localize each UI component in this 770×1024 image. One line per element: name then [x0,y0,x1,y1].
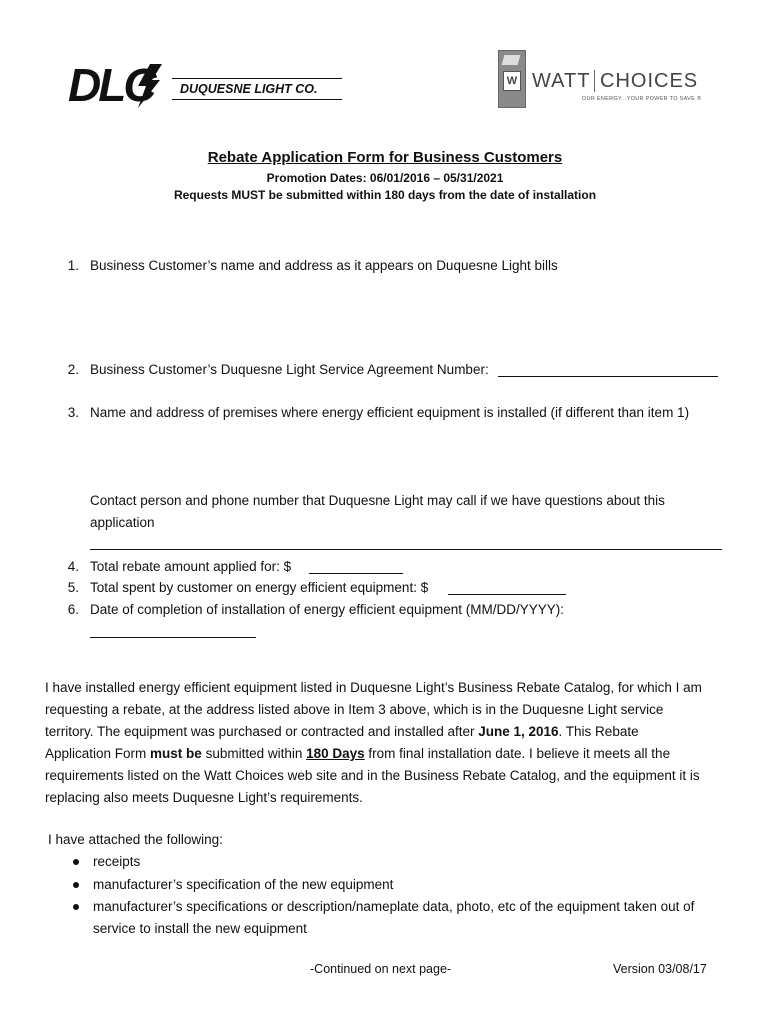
watt-badge-letter: W [503,71,521,91]
item6-label: Date of completion of installation of energy efficient equipment (MM/DD/YYYY): [90,602,564,617]
contact-label: Contact person and phone number that Duquesne Light may call if we have questions about this [90,493,665,508]
deadline-days: 180 Days [306,746,365,761]
completion-date-field[interactable] [90,637,256,638]
bullet-icon [73,904,79,910]
bullet-icon [73,859,79,865]
watt-word: WATT [532,70,591,92]
company-name: DUQUESNE LIGHT CO. [180,82,318,96]
attachments-heading: I have attached the following: [48,832,223,847]
promotion-dates: Promotion Dates: 06/01/2016 – 05/31/2021 [266,171,504,185]
dlc-logo-mark: DLC [68,59,154,111]
cert-line: requesting a rebate, at the address listed above in Item 3 above, which is in the Duquesne Light service [45,702,664,717]
item2-label: Business Customer’s Duquesne Light Service Agreement Number: [90,362,489,377]
must-be: must be [150,746,202,761]
version-label: Version 03/08/17 [613,962,707,976]
item-number: 6. [67,602,79,617]
total-spent-field[interactable] [448,594,566,595]
cert-text: territory. The equipment was purchased or contracted and installed after [45,724,479,739]
item-number: 2. [67,362,79,377]
cert-line: I have installed energy efficient equipment listed in Duquesne Light’s Business Rebate Catalog, for which I am [45,680,702,695]
bullet-icon [73,882,79,888]
dlc-logo [68,59,348,112]
attachment-item: receipts [93,854,141,869]
choices-word: CHOICES [600,70,699,92]
start-date: June 1, 2016 [478,724,559,739]
rebate-amount-field[interactable] [309,573,403,574]
cert-text: submitted within [201,746,307,761]
watt-choices-logo [496,46,706,108]
contact-label-cont: application [90,515,155,530]
deadline-notice: Requests MUST be submitted within 180 days from the date of installation [173,188,597,202]
attachment-item: manufacturer’s specification of the new equipment [93,877,394,892]
watt-tagline: OUR ENERGY...YOUR POWER TO SAVE ® [582,96,702,102]
item3-label: Name and address of premises where energy efficient equipment is installed (if different than item 1) [90,405,690,420]
item5-label: Total spent by customer on energy efficient equipment: $ [90,580,429,595]
cert-text: Application Form [45,746,151,761]
cert-line [45,721,735,743]
cert-line [45,743,735,765]
dlc-logo-underline-bottom [172,99,342,100]
item-number: 4. [67,559,79,574]
attachment-item-cont: service to install the new equipment [93,921,307,936]
page-title: Rebate Application Form for Business Customers [207,149,563,166]
item-number: 1. [67,258,79,273]
watt-divider [594,70,595,92]
cert-line: replacing also meets Duquesne Light’s requirements. [45,790,363,805]
contact-field[interactable] [90,549,722,550]
item4-label: Total rebate amount applied for: $ [90,559,292,574]
certification-paragraph [45,677,735,809]
cert-text: . This Rebate [558,724,639,739]
service-agreement-field[interactable] [498,376,718,377]
item1-label: Business Customer’s name and address as it appears on Duquesne Light bills [90,258,558,273]
item-number: 5. [67,580,79,595]
watt-badge [498,50,526,108]
cert-line: requirements listed on the Watt Choices web site and in the Business Rebate Catalog, and the equipment it is [45,768,700,783]
continued-notice: -Continued on next page- [310,962,452,976]
cert-text: from final installation date. I believe it meets all the [364,746,671,761]
item-number: 3. [67,405,79,420]
attachment-item: manufacturer’s specifications or description/nameplate data, photo, etc of the equipment taken out of [93,899,695,914]
dlc-logo-underline [172,78,342,79]
